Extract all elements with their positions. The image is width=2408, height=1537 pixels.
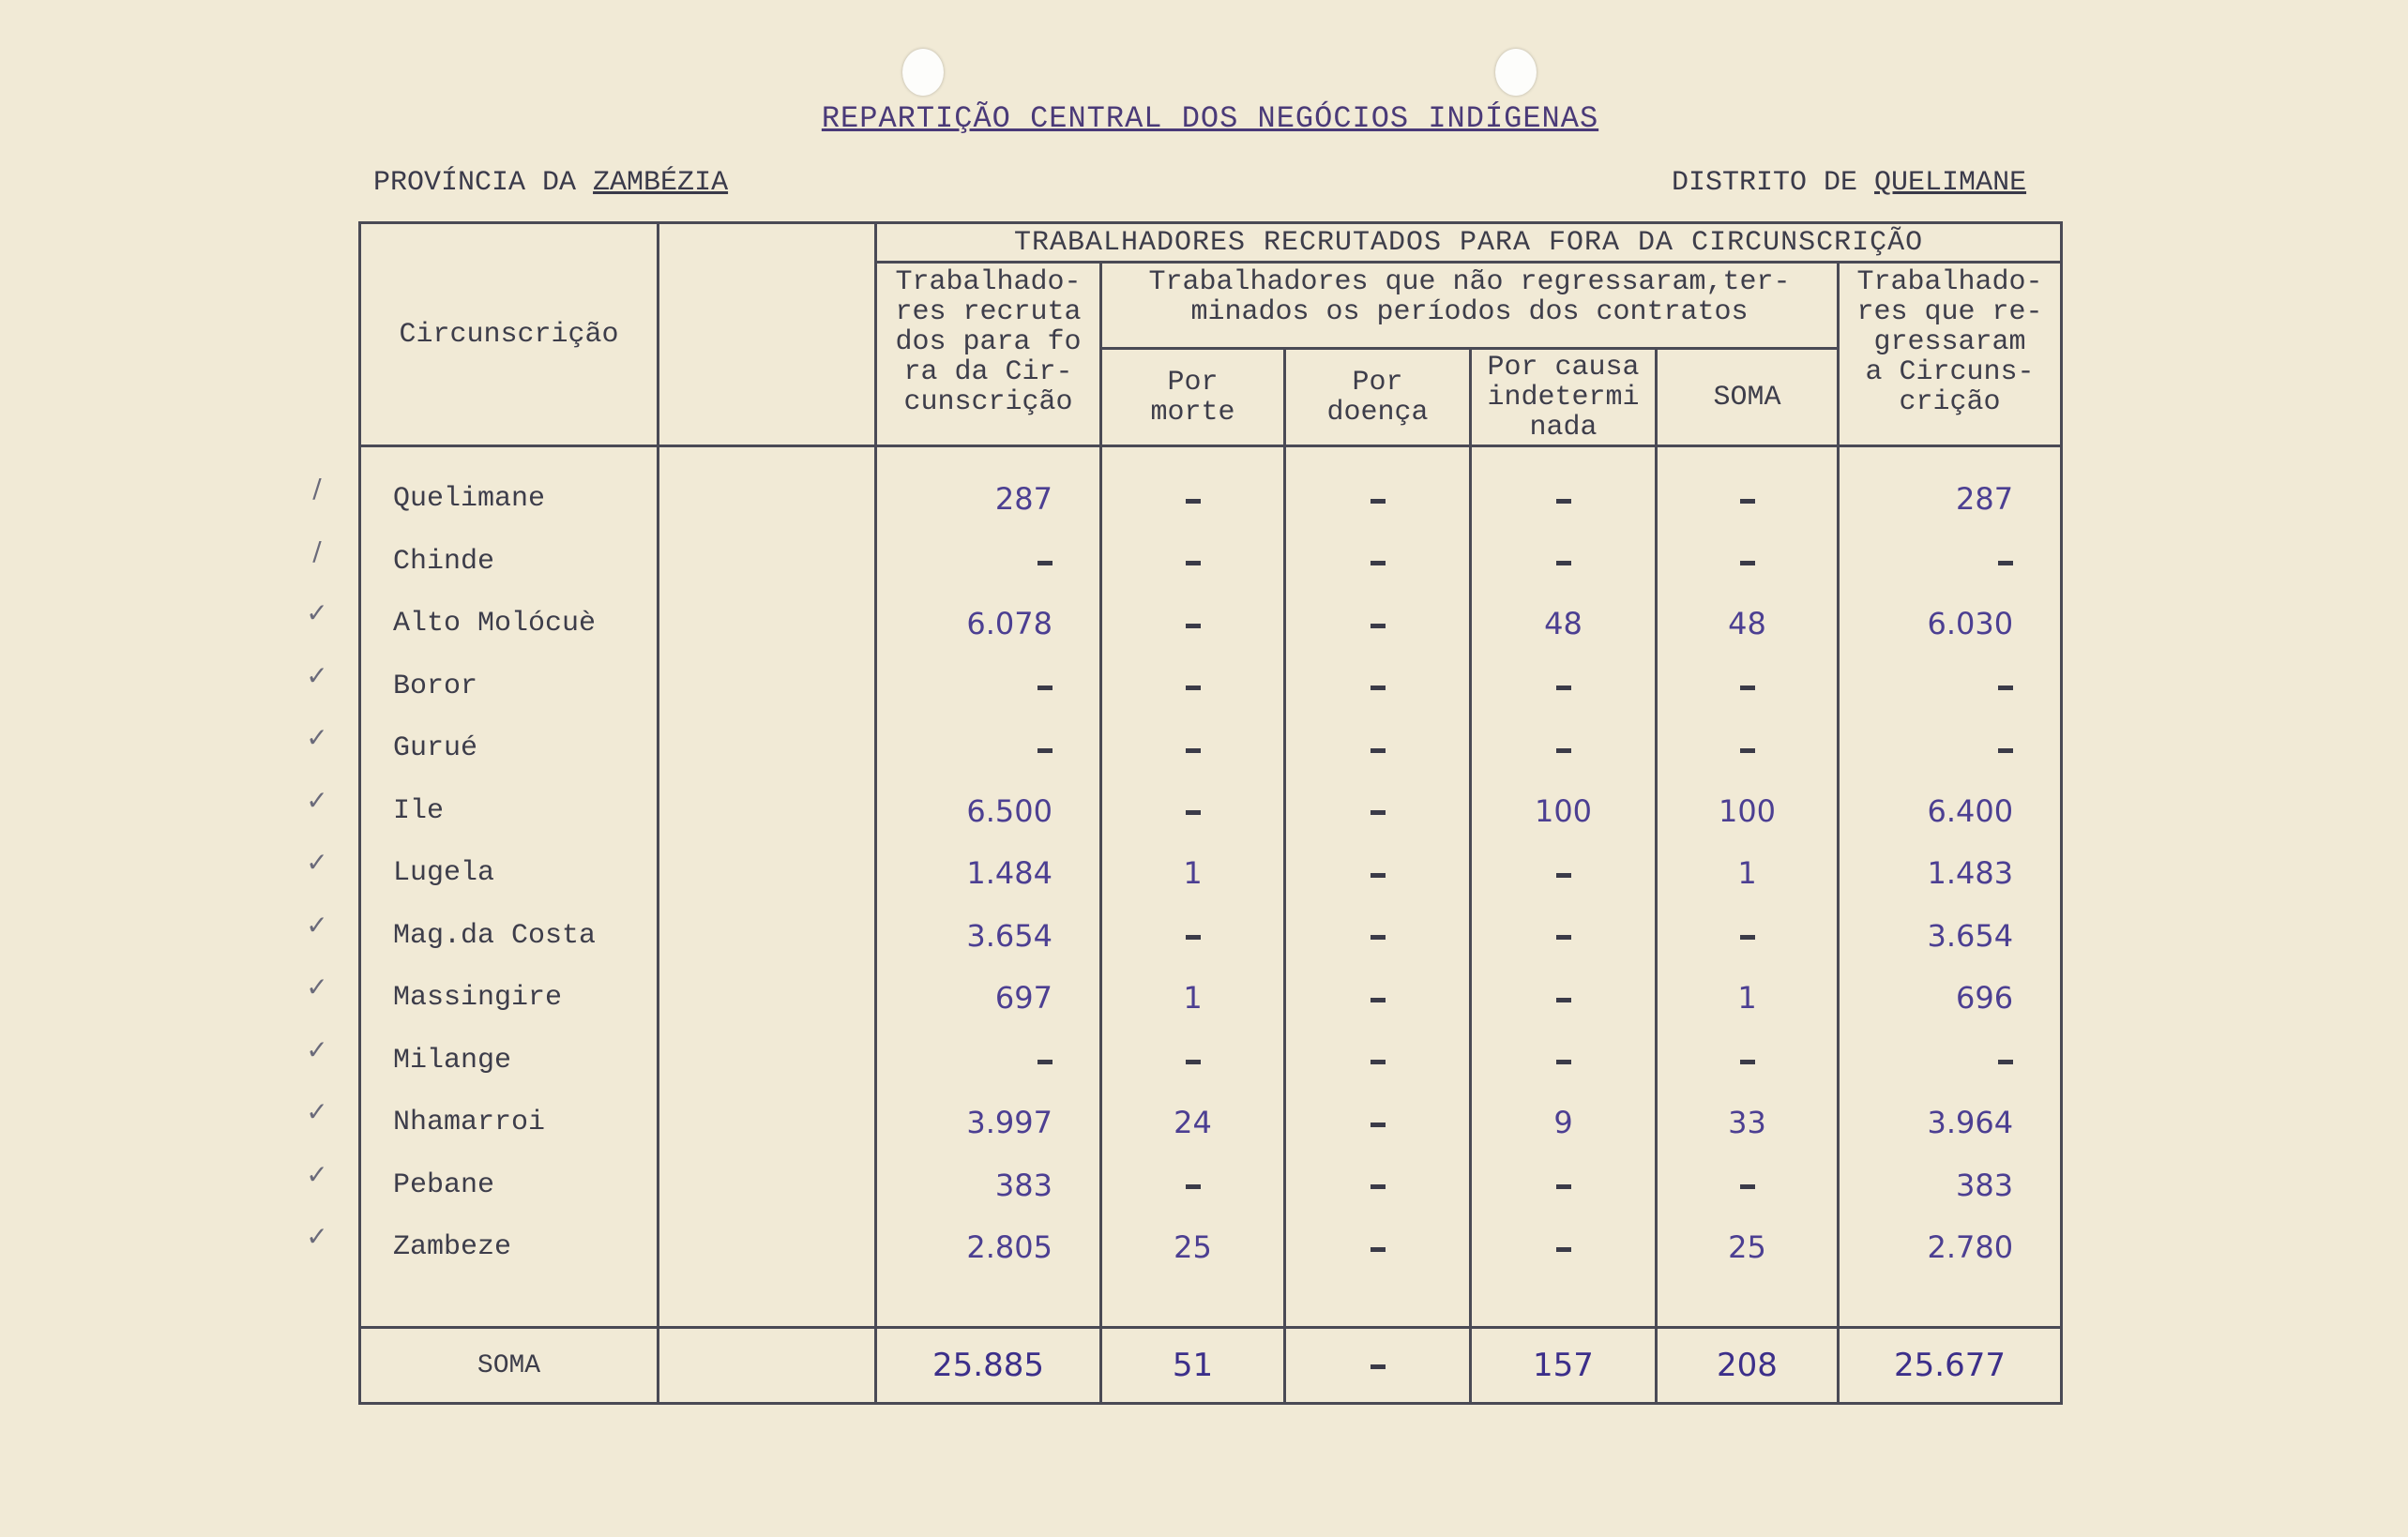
col-header-por-doenca bbox=[1285, 349, 1471, 446]
causa-value bbox=[1472, 905, 1655, 968]
dash-mark bbox=[1556, 748, 1571, 753]
dash-mark bbox=[1186, 561, 1201, 565]
circunscricao-name: Boror bbox=[393, 670, 478, 702]
col-names bbox=[360, 446, 659, 1328]
dash-mark bbox=[1371, 686, 1386, 690]
col-header-nao-regressaram bbox=[1101, 263, 1839, 349]
dash-mark bbox=[1371, 1060, 1386, 1064]
soma-value bbox=[1658, 905, 1837, 968]
causa-value bbox=[1472, 717, 1655, 780]
district-name: QUELIMANE bbox=[1874, 167, 2027, 199]
regress-value bbox=[1840, 531, 2060, 594]
header-line: morte bbox=[1150, 396, 1235, 429]
morte-value: 24 bbox=[1174, 1105, 1212, 1140]
causa-value: 48 bbox=[1544, 606, 1583, 641]
doenca-value bbox=[1286, 967, 1469, 1030]
punch-hole-right bbox=[1495, 49, 1537, 96]
morte-value bbox=[1102, 1030, 1283, 1092]
header-line: Por bbox=[1352, 366, 1403, 399]
causa-value bbox=[1472, 1154, 1655, 1217]
circunscricao-name: Nhamarroi bbox=[393, 1107, 546, 1138]
dash-mark bbox=[1740, 686, 1755, 690]
dash-mark bbox=[1740, 561, 1755, 565]
dash-mark bbox=[1186, 1060, 1201, 1064]
morte-value: 1 bbox=[1183, 855, 1203, 891]
causa-value bbox=[1472, 1216, 1655, 1279]
district-header: DISTRITO DE QUELIMANE bbox=[1672, 167, 2027, 199]
recrut-value: 6.500 bbox=[966, 792, 1053, 829]
doenca-value bbox=[1286, 717, 1469, 780]
dash-mark bbox=[1186, 935, 1201, 940]
check-tick: ✓ bbox=[306, 722, 328, 753]
dash-mark bbox=[1371, 499, 1386, 504]
dash-mark bbox=[1998, 686, 2013, 690]
check-tick: ✓ bbox=[306, 597, 328, 628]
total-doenca-value bbox=[1371, 1347, 1386, 1384]
dash-mark bbox=[1556, 935, 1571, 940]
dash-mark bbox=[1740, 748, 1755, 753]
header-line: indetermi bbox=[1487, 381, 1640, 414]
circunscricao-name: Pebane bbox=[393, 1168, 495, 1201]
circunscricao-name: Milange bbox=[393, 1044, 512, 1077]
check-tick: ✓ bbox=[306, 1096, 328, 1127]
col-doenca bbox=[1285, 446, 1471, 1328]
recrut-value bbox=[877, 531, 1099, 594]
soma-value: 100 bbox=[1718, 792, 1777, 829]
recrut-value: 287 bbox=[994, 481, 1053, 517]
morte-value bbox=[1102, 593, 1283, 655]
check-tick: ✓ bbox=[306, 659, 328, 691]
header-line: Por causa bbox=[1487, 351, 1640, 384]
causa-value: 100 bbox=[1534, 792, 1593, 829]
col-header-recrutados bbox=[876, 263, 1101, 446]
total-row bbox=[360, 1328, 2062, 1404]
header-line: doença bbox=[1326, 396, 1429, 429]
morte-value bbox=[1102, 655, 1283, 718]
punch-hole-left bbox=[902, 49, 944, 96]
recrut-value: 383 bbox=[994, 1167, 1053, 1203]
dash-mark bbox=[1371, 748, 1386, 753]
recrut-value: 1.484 bbox=[966, 855, 1053, 891]
doenca-value bbox=[1286, 593, 1469, 655]
causa-value bbox=[1472, 1030, 1655, 1092]
causa-value: 9 bbox=[1553, 1105, 1573, 1140]
dash-mark bbox=[1371, 1184, 1386, 1189]
regress-value: 1.483 bbox=[1927, 855, 2014, 891]
morte-value: 25 bbox=[1174, 1229, 1212, 1265]
dash-mark bbox=[1556, 499, 1571, 504]
dash-mark bbox=[1740, 1184, 1755, 1189]
total-regress-value: 25.677 bbox=[1894, 1347, 2007, 1384]
regress-value: 287 bbox=[1955, 481, 2014, 517]
regress-value: 6.400 bbox=[1927, 792, 2014, 829]
soma-value bbox=[1658, 717, 1837, 780]
header-line: Trabalhado- bbox=[895, 266, 1082, 298]
doenca-value bbox=[1286, 531, 1469, 594]
soma-value bbox=[1658, 1154, 1837, 1217]
header-line: gressaram bbox=[1873, 326, 2026, 358]
total-causa bbox=[1471, 1328, 1657, 1404]
doenca-value bbox=[1286, 468, 1469, 531]
header-line: crição bbox=[1899, 386, 2001, 418]
recrut-value: 697 bbox=[994, 980, 1053, 1016]
check-tick: ✓ bbox=[306, 972, 328, 1002]
dash-mark bbox=[1556, 561, 1571, 565]
circunscricao-name: Massingire bbox=[393, 982, 563, 1014]
total-morte bbox=[1101, 1328, 1285, 1404]
regress-value: 6.030 bbox=[1927, 606, 2014, 641]
check-tick: ✓ bbox=[306, 1221, 328, 1252]
morte-value bbox=[1102, 717, 1283, 780]
doenca-value bbox=[1286, 1216, 1469, 1279]
dash-mark bbox=[1740, 935, 1755, 940]
regress-value bbox=[1840, 717, 2060, 780]
province-name: ZAMBÉZIA bbox=[593, 167, 729, 199]
total-soma-value: 208 bbox=[1717, 1347, 1778, 1384]
dash-mark bbox=[1556, 686, 1571, 690]
document-title: REPARTIÇÃO CENTRAL DOS NEGÓCIOS INDÍGENAS bbox=[821, 101, 1599, 136]
dash-mark bbox=[1998, 748, 2013, 753]
circunscricao-name: Alto Molócuè bbox=[393, 608, 597, 640]
dash-mark bbox=[1556, 873, 1571, 878]
dash-mark bbox=[1371, 810, 1386, 815]
dash-mark bbox=[1371, 624, 1386, 628]
morte-value bbox=[1102, 1154, 1283, 1217]
morte-value: 1 bbox=[1183, 980, 1203, 1016]
dash-mark bbox=[1998, 1060, 2013, 1064]
dash-mark bbox=[1186, 748, 1201, 753]
col-header-regressaram bbox=[1839, 263, 2062, 446]
header-line: Trabalhadores que não regressaram,ter- bbox=[1148, 266, 1791, 298]
recrut-value bbox=[877, 655, 1099, 718]
dash-mark bbox=[1186, 499, 1201, 504]
total-soma bbox=[1657, 1328, 1839, 1404]
dash-mark bbox=[1371, 998, 1386, 1002]
regress-value: 696 bbox=[1955, 980, 2014, 1016]
dash-mark bbox=[1998, 561, 2013, 565]
check-tick: ✓ bbox=[306, 784, 328, 816]
doenca-value bbox=[1286, 655, 1469, 718]
group-header: TRABALHADORES RECRUTADOS PARA FORA DA CIRCUNSCRIÇÃO bbox=[876, 223, 2062, 263]
dash-mark bbox=[1037, 561, 1053, 565]
check-tick: / bbox=[312, 535, 322, 566]
header-line: nada bbox=[1529, 411, 1598, 444]
morte-value bbox=[1102, 780, 1283, 843]
dash-mark bbox=[1371, 935, 1386, 940]
soma-value: 25 bbox=[1728, 1229, 1766, 1265]
header-line: minados os períodos dos contratos bbox=[1190, 296, 1749, 328]
dash-mark bbox=[1371, 1123, 1386, 1127]
header-line: Trabalhado- bbox=[1856, 266, 2043, 298]
soma-value bbox=[1658, 468, 1837, 531]
recrut-value bbox=[877, 1030, 1099, 1092]
regress-value bbox=[1840, 655, 2060, 718]
check-tick: ✓ bbox=[306, 1033, 328, 1065]
total-causa-value: 157 bbox=[1533, 1347, 1594, 1384]
province-header: PROVÍNCIA DA ZAMBÉZIA bbox=[373, 167, 729, 199]
regress-value: 2.780 bbox=[1927, 1229, 2014, 1265]
doenca-value bbox=[1286, 1154, 1469, 1217]
dash-mark bbox=[1556, 1247, 1571, 1252]
soma-value: 33 bbox=[1728, 1105, 1766, 1140]
recrut-value: 3.997 bbox=[966, 1105, 1053, 1140]
recruitment-table bbox=[358, 221, 2063, 1405]
col-header-por-morte bbox=[1101, 349, 1285, 446]
circunscricao-name: Gurué bbox=[393, 732, 478, 764]
total-recrut-value: 25.885 bbox=[932, 1347, 1044, 1384]
dash-mark bbox=[1186, 686, 1201, 690]
header-line: res recruta bbox=[895, 296, 1082, 328]
causa-value bbox=[1472, 468, 1655, 531]
col-regress bbox=[1839, 446, 2062, 1328]
causa-value bbox=[1472, 531, 1655, 594]
header-line: ra da Cir- bbox=[903, 356, 1073, 388]
header-line: dos para fo bbox=[895, 326, 1082, 358]
dash-mark bbox=[1037, 686, 1053, 690]
total-doenca bbox=[1285, 1328, 1471, 1404]
regress-value: 3.964 bbox=[1927, 1105, 2014, 1140]
check-tick: ✓ bbox=[306, 847, 328, 878]
soma-value: 48 bbox=[1728, 606, 1766, 641]
doenca-value bbox=[1286, 780, 1469, 843]
dash-mark bbox=[1371, 561, 1386, 565]
causa-value bbox=[1472, 842, 1655, 905]
col-blank bbox=[659, 446, 876, 1328]
dash-mark bbox=[1186, 810, 1201, 815]
soma-value bbox=[1658, 655, 1837, 718]
check-tick: / bbox=[312, 473, 322, 504]
doenca-value bbox=[1286, 905, 1469, 968]
header-line: res que re- bbox=[1856, 296, 2043, 328]
dash-mark bbox=[1186, 1184, 1201, 1189]
morte-value bbox=[1102, 905, 1283, 968]
total-label: SOMA bbox=[360, 1328, 659, 1404]
causa-value bbox=[1472, 655, 1655, 718]
col-header-por-causa bbox=[1471, 349, 1657, 446]
doenca-value bbox=[1286, 1030, 1469, 1092]
total-recrut bbox=[876, 1328, 1101, 1404]
morte-value bbox=[1102, 531, 1283, 594]
check-tick: ✓ bbox=[306, 1158, 328, 1190]
regress-value: 3.654 bbox=[1927, 917, 2014, 954]
header-line: cunscrição bbox=[903, 386, 1073, 418]
recrut-value: 3.654 bbox=[966, 917, 1053, 954]
soma-value: 1 bbox=[1737, 855, 1757, 891]
dash-mark bbox=[1186, 624, 1201, 628]
col-header-soma: SOMA bbox=[1657, 349, 1839, 446]
dash-mark bbox=[1556, 998, 1571, 1002]
doenca-value bbox=[1286, 1092, 1469, 1154]
dash-mark bbox=[1556, 1060, 1571, 1064]
dash-mark bbox=[1037, 1060, 1053, 1064]
circunscricao-name: Quelimane bbox=[393, 483, 546, 515]
dash-mark bbox=[1556, 1184, 1571, 1189]
regress-value bbox=[1840, 1030, 2060, 1092]
total-blank bbox=[659, 1328, 876, 1404]
soma-value: 1 bbox=[1737, 980, 1757, 1016]
col-recrut bbox=[876, 446, 1101, 1328]
col-header-circunscricao: Circunscrição bbox=[360, 223, 659, 446]
dash-mark bbox=[1371, 873, 1386, 878]
soma-value bbox=[1658, 531, 1837, 594]
dash-mark bbox=[1740, 1060, 1755, 1064]
recrut-value: 2.805 bbox=[966, 1229, 1053, 1265]
col-soma bbox=[1657, 446, 1839, 1328]
regress-value: 383 bbox=[1955, 1167, 2014, 1203]
dash-mark bbox=[1037, 748, 1053, 753]
causa-value bbox=[1472, 967, 1655, 1030]
total-morte-value: 51 bbox=[1172, 1347, 1214, 1384]
circunscricao-name: Zambeze bbox=[393, 1231, 512, 1263]
recrut-value: 6.078 bbox=[966, 606, 1053, 641]
doenca-value bbox=[1286, 842, 1469, 905]
circunscricao-name: Mag.da Costa bbox=[393, 919, 597, 952]
check-tick: ✓ bbox=[306, 909, 328, 941]
circunscricao-name: Chinde bbox=[393, 545, 495, 578]
header-line: Por bbox=[1167, 366, 1219, 399]
col-causa bbox=[1471, 446, 1657, 1328]
recrut-value bbox=[877, 717, 1099, 780]
dash-mark bbox=[1740, 499, 1755, 504]
col-morte bbox=[1101, 446, 1285, 1328]
morte-value bbox=[1102, 468, 1283, 531]
soma-value bbox=[1658, 1030, 1837, 1092]
dash-mark bbox=[1371, 1364, 1386, 1369]
blank-header-cell bbox=[659, 223, 876, 446]
circunscricao-name: Lugela bbox=[393, 857, 495, 889]
total-regress bbox=[1839, 1328, 2062, 1404]
dash-mark bbox=[1371, 1247, 1386, 1252]
circunscricao-name: Ile bbox=[393, 794, 445, 827]
header-line: a Circuns- bbox=[1865, 356, 2035, 388]
